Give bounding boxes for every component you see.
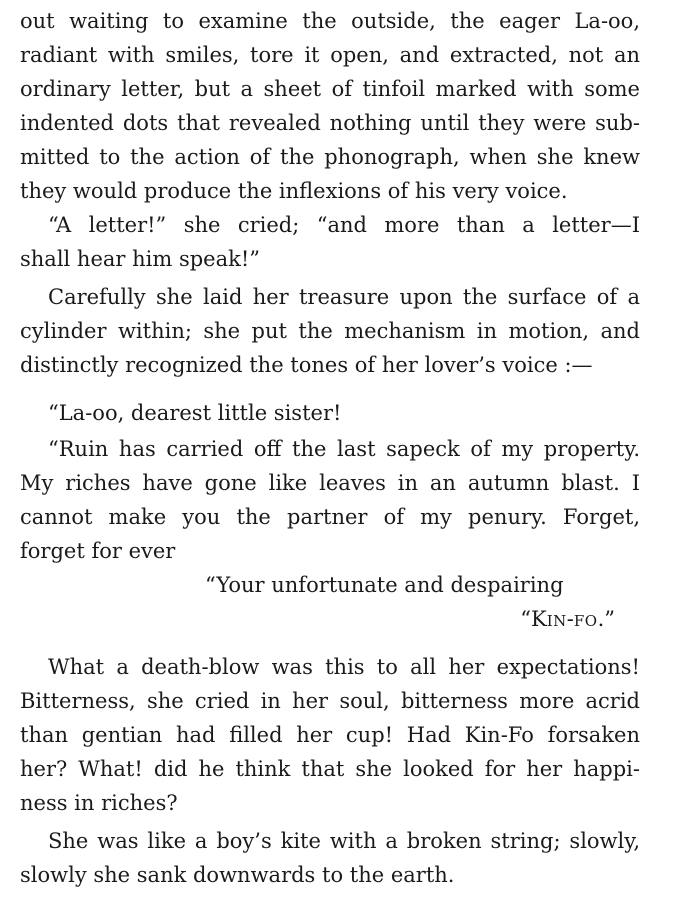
text-line: radiant with smiles, tore it open, and extracted, not an bbox=[20, 43, 640, 67]
text-line: ordinary letter, but a sheet of tinfoil marked with some bbox=[20, 77, 640, 101]
text-line: forget for ever bbox=[20, 539, 176, 563]
text-line: cannot make you the partner of my penury. Forget, bbox=[20, 505, 640, 529]
text-line: “A letter!” she cried; “and more than a letter—I bbox=[48, 213, 640, 237]
text-line: ness in riches? bbox=[20, 791, 178, 815]
signature-close: .” bbox=[597, 607, 615, 631]
text-line: cylinder within; she put the mechanism in motion, and bbox=[20, 319, 640, 343]
signature-dash: - bbox=[566, 607, 574, 631]
text-line: her? What! did he think that she looked for her happi- bbox=[20, 757, 640, 781]
signature-small-caps: IN bbox=[546, 612, 567, 630]
text-line: they would produce the inflexions of his very voice. bbox=[20, 179, 568, 203]
text-line: Bitterness, she cried in her soul, bitterness more acrid bbox=[20, 689, 640, 713]
text-line: slowly she sank downwards to the earth. bbox=[20, 863, 455, 887]
text-line: shall hear him speak!” bbox=[20, 247, 261, 271]
signature-line bbox=[520, 602, 615, 636]
signature-open-quote: “ bbox=[520, 607, 531, 631]
signature-small-caps: FO bbox=[573, 612, 598, 630]
text-line: out waiting to examine the outside, the eager La-oo, bbox=[20, 9, 640, 33]
text-line: “Ruin has carried off the last sapeck of my property. bbox=[48, 437, 640, 461]
text-line: What a death-blow was this to all her expectations! bbox=[48, 655, 640, 679]
text-line: My riches have gone like leaves in an autumn blast. I bbox=[20, 471, 640, 495]
text-line: distinctly recognized the tones of her lover’s voice :— bbox=[20, 353, 593, 377]
text-line: “Your unfortunate and despairing bbox=[205, 573, 564, 597]
text-line: “La-oo, dearest little sister! bbox=[48, 401, 342, 425]
text-line: than gentian had filled her cup! Had Kin-Fo forsaken bbox=[20, 723, 640, 747]
signature-cap: K bbox=[530, 607, 547, 631]
text-line: mitted to the action of the phonograph, when she knew bbox=[20, 145, 640, 169]
text-line: Carefully she laid her treasure upon the surface of a bbox=[48, 285, 640, 309]
text-line: indented dots that revealed nothing until they were sub- bbox=[20, 111, 640, 135]
text-line: She was like a boy’s kite with a broken string; slowly, bbox=[48, 829, 640, 853]
